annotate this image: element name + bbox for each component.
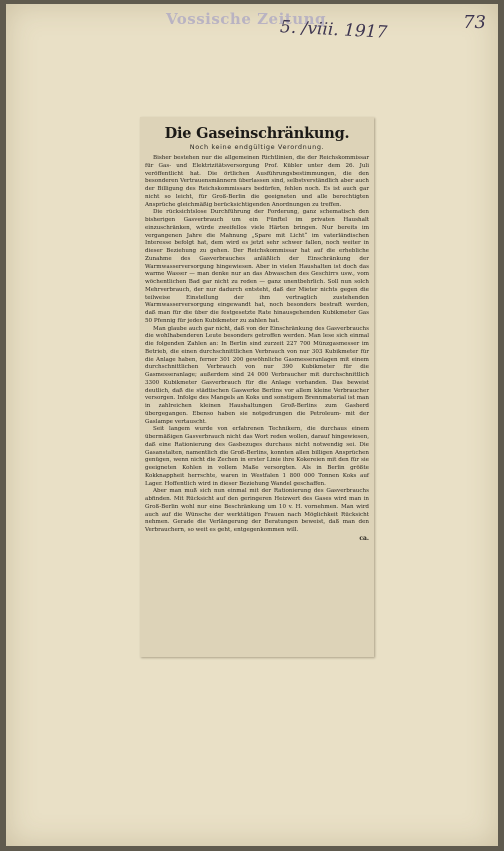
article-body bbox=[145, 155, 369, 535]
article-subheadline: Noch keine endgültige Verordnung. bbox=[189, 143, 325, 151]
article-signature: ca. bbox=[359, 534, 369, 542]
article-paragraph: Aber man muß sich nun einmal mit der Rationierung des Gasverbrauchs abfinden. Mit Rücksicht auf den geringeren Heizwert des Gases wird man in Groß-Berlin wohl nur eine Beschränkung um 10 v. H. vornehmen. Man wird auch auf die Wünsche der werktätigen Frauen nach Möglichkeit Rücksicht nehmen. Gerade die Verlängerung der Beratungen beweist, daß man den Verbrauchern, so weit es geht, entgegenkommen will. bbox=[145, 488, 369, 533]
article-paragraph: Seit langem wurde von erfahrenen Technikern, die durchaus einem übermäßigen Gasverbrauch nicht das Wort reden wollen, darauf hingewiesen, daß eine Rationierung des Gasbezuges durchaus nicht notwendig sei. Die Gasanstalten, namentlich die Groß-Berlins, konnten allen billigen Ansprüchen genügen, wenn nicht die Zechen in erster Linie ihre Kokereien mit den für sie geeigneten Kohlen in vollem Maße versorgten. Als in Berlin größte Kokknappheit herrschte, waren in Westfalen 1 800 000 Tonnen Koks auf Lager. Hoffentlich wird in dieser Beziehung Wandel geschaffen. bbox=[145, 426, 369, 487]
article-paragraph: Man glaube auch gar nicht, daß von der Einschränkung des Gasverbrauchs die wohlhabenderen Leute besonders getroffen werden. Man lese sich einmal die folgenden Zahlen an: In Berlin sind zurzeit 227 700 Münzgasmesser im Betrieb, die einen durchschnittlichen Verbrauch von nur 303 Kubikmeter für die Anlage haben, ferner 301 200 gewöhnliche Gasmesseranlagen mit einem durchschnittlichen Verbrauch von nur 390 Kubikmeter für die Gasmesseranlage; außerdem sind 24 000 Verbraucher mit durchschnittlich 3300 Kubikmeter Gasverbrauch für die Anlage vorhanden. Das beweist deutlich, daß die städtischen Gaswerke Berlins vor allem kleine Verbraucher versorgen. Infolge des Mangels an Koks und sonstigem Brennmaterial ist man in zahlreichen kleinen Haushaltungen Groß-Berlins zum Gasherd übergegangen. Ebenso haben sie notgedrungen die Petroleum- mit der Gaslampe vertauscht. bbox=[145, 325, 369, 425]
newspaper-clipping bbox=[140, 117, 374, 657]
handwritten-page-number: 73 bbox=[463, 12, 486, 33]
handwritten-date: 5. /viii. 1917 bbox=[279, 17, 388, 43]
article-paragraph: Die rücksichtslose Durchführung der Forderung, ganz schematisch den bisherigen Gasverbrauch um ein Fünftel im privaten Haushalt einzuschränken, würde zweifellos viele Härten bringen. Nur bereits im vergangenen Jahre die Mahnung „Spare mit Licht“ im vaterländischen Interesse befolgt hat, dem wird es jetzt sehr schwer fallen, noch weiter in dieser Beziehung zu gehen. Der Reichskommissar hat auf die erhebliche Zunahme des Gasverbrauches anläßlich der Einschränkung der Warmwasserversorgung hingewiesen. Aber in vielen Haushalten ist doch das warme Wasser — man denke nur an das Abwaschen des Geschirrs usw., vom wöchentlichen Bad gar nicht zu reden — ganz unentbehrlich. Soll nun solch Mehrverbrauch, der nur dadurch entsteht, daß der Mieter nichts gegen die teilweise Einstellung der ihm vertraglich zustehenden Warmwasserversorgung eingewandt hat, noch besonders bestraft werden, daß man für die über die festgesetzte Rate hinausgehenden Kubikmeter Gas 50 Pfennig für jeden Kubikmeter zu zahlen hat. bbox=[145, 209, 369, 324]
archive-sheet bbox=[6, 4, 498, 846]
newspaper-masthead: Vossische Zeitung bbox=[166, 10, 327, 28]
article-headline: Die Gaseinschränkung. bbox=[164, 125, 350, 142]
article-paragraph: Bisher bestehen nur die allgemeinen Richtlinien, die der Reichskommissar für Gas- und Elektrizitätsversorgung Prof. Kübler unter dem 26. Juli veröffentlicht hat. Die örtlichen Ausführungsbestimmungen, die den besonderen Vertrauensmännern überlassen sind, selbstverständlich aber auch der Billigung des Reichskommissars bedürfen, fehlen noch. Es ist auch gar nicht so leicht, für Groß-Berlin die geeigneten und alle berechtigten Ansprüche gleichmäßig berücksichtigenden Anordnungen zu treffen. bbox=[145, 155, 369, 208]
